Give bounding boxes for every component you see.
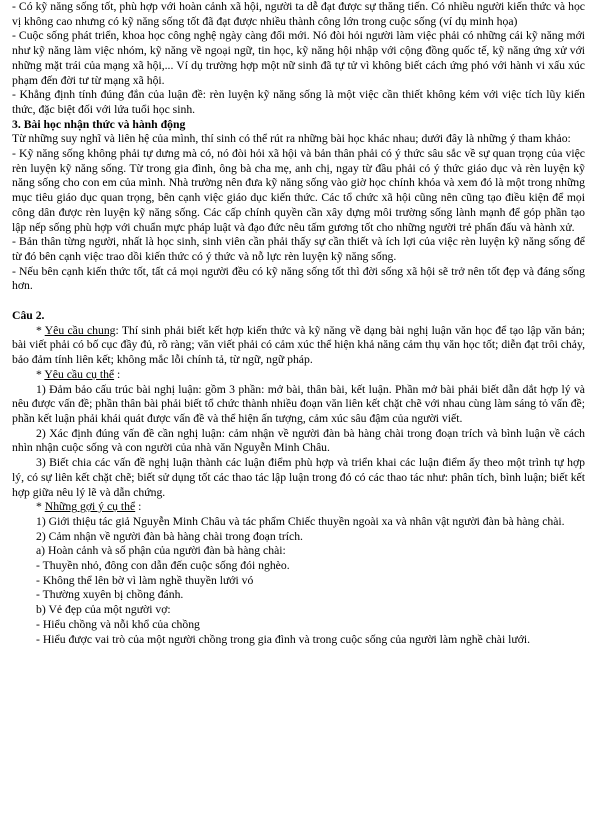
paragraph: - Bản thân từng người, nhất là học sinh, sinh viên cần phải thấy sự cần thiết và ích lợi của việc rèn luyện kỹ năng sống để từ đó bên cạnh việc trao dồi kiến thức có ý thức và nỗ lực rèn luyện kỹ năng sống. (12, 235, 585, 263)
list-item: - Hiểu chồng và nỗi khổ của chồng (36, 617, 200, 631)
section-heading: 3. Bài học nhận thức và hành động (12, 117, 186, 131)
list-item: - Thuyền nhỏ, đông con dẫn đến cuộc sống đói nghèo. (36, 559, 290, 573)
list-item: a) Hoàn cảnh và số phận của người đàn bà hàng chài: (36, 544, 286, 558)
paragraph: * Yêu cầu cụ thể : (36, 367, 121, 381)
paragraph: 1) Giới thiệu tác giả Nguyễn Minh Châu và tác phẩm Chiếc thuyền ngoài xa và nhân vật người đàn bà hàng chài. (36, 514, 565, 528)
paragraph: 2) Cảm nhận về người đàn bà hàng chài trong đoạn trích. (36, 529, 303, 543)
list-item: - Hiểu được vai trò của một người chồng trong gia đình và trong cuộc sống của người làm nghề chài lưới. (36, 632, 531, 646)
paragraph: - Kỹ năng sống không phải tự dưng mà có, nó đòi hỏi xã hội và bản thân phải có ý thức sâu sắc về sự quan trọng của việc rèn luyện kỹ năng sống. Từ trong gia đình, ông bà cha mẹ, anh chị, ngay từ đầu phải có ý thức giáo dục và rèn luyện kỹ năng sống cho con em của mình. Nhà trường nên đưa kỹ năng sống vào giờ học chính khóa và xem đó là một trong những mục tiêu giáo dục quan trọng, bên cạnh việc giáo dục kiến thức. Các tổ chức xã hội cũng nên cũng tạo điều kiện để mọi công dân được rèn luyện kỹ năng sống. Các cấp chính quyền cần xây dựng môi trường sống lành mạnh để góp phần tạo lập nếp sống phù hợp với chuẩn mực pháp luật và đạo đức nêu tấm gương tốt cho những người trẻ phấn đấu và hành xử. (12, 147, 585, 234)
paragraph: - Nếu bên cạnh kiến thức tốt, tất cả mọi người đều có kỹ năng sống tốt thì đời sống xã hội sẽ trở nên tốt đẹp và đáng sống hơn. (12, 264, 585, 293)
paragraph: 1) Đảm bảo cấu trúc bài nghị luận: gồm 3 phần: mở bài, thân bài, kết luận. Phần mở bài phải biết dẫn dắt hợp lý và nêu được vấn đề; phần thân bài phải biết tổ chức thành nhiều đoạn văn liên kết chặt chẽ với nhau cùng làm sáng tỏ vấn đề; phần kết luận phải khái quát được vấn đề và thể hiện ấn tượng, cảm xúc sâu đậm của người viết. (12, 382, 585, 425)
hint-label: Những gợi ý cụ thể (44, 500, 136, 514)
spacer (12, 294, 585, 309)
list-item: - Thường xuyên bị chồng đánh. (36, 588, 184, 602)
paragraph: - Có kỹ năng sống tốt, phù hợp với hoàn cảnh xã hội, người ta dễ đạt được sự thăng tiến. Có nhiều người kiến thức và học vị không cao nhưng có kỹ năng sống tốt đã đạt được nhiều thành công lớn trong cuộc sống (ví dụ minh họa) (12, 0, 585, 28)
hint-tail: : (135, 500, 142, 514)
paragraph: Từ những suy nghĩ và liên hệ của mình, thí sinh có thể rút ra những bài học khác nhau; dưới đây là những ý tham khảo: (12, 132, 571, 146)
paragraph: 3) Biết chia các vấn đề nghị luận thành các luận điểm phù hợp và triển khai các luận điểm ấy theo một trình tự hợp lý, có sự liên kết chặt chẽ; biết sử dụng tốt các thao tác lập luận trong đó có các thao tác như: phân tích, bình luận; biết kết hợp giữa nêu lý lẽ và dẫn chứng. (12, 456, 585, 499)
general-text: : Thí sinh phải biết kết hợp kiến thức và kỹ năng về dạng bài nghị luận văn học để tạo lập văn bản; bài viết phải có bố cục đầy đủ, rõ ràng; văn viết phải có cảm xúc thể hiện khả năng cảm thụ văn học tốt; diễn đạt trôi chảy, bảo đảm tính liên kết; không mắc lỗi chính tả, từ ngữ, ngữ pháp. (12, 323, 585, 367)
specific-tail: : (114, 367, 121, 381)
list-item: b) Vẻ đẹp của một người vợ: (36, 603, 171, 617)
paragraph: - Cuộc sống phát triển, khoa học công nghệ ngày càng đổi mới. Nó đòi hỏi người làm việc phải có những cái kỹ năng mới như kỹ năng làm việc nhóm, kỹ năng về ngoại ngữ, tin học, kỹ năng hội nhập với cộng đồng quốc tế, kỹ năng ứng xử với những mặt trái của mạng xã hội,... Ví dụ trường hợp một nữ sinh đã tự tử vì không biết cách ứng phó với hành vi xấu xúc phạm đến đời tư từ mạng xã hội. (12, 29, 585, 87)
paragraph: - Khẳng định tính đúng đắn của luận đề: rèn luyện kỹ năng sống là một việc cần thiết không kém với việc tích lũy kiến thức, đặc biệt đối với lứa tuổi học sinh. (12, 88, 585, 116)
paragraph: * Những gợi ý cụ thể : (36, 500, 142, 514)
general-label: Yêu cầu chung (44, 323, 116, 337)
question-heading: Câu 2. (12, 309, 45, 323)
paragraph: * Yêu cầu chung: Thí sinh phải biết kết hợp kiến thức và kỹ năng về dạng bài nghị luận văn học để tạo lập văn bản; bài viết phải có bố cục đầy đủ, rõ ràng; văn viết phải có cảm xúc thể hiện khả năng cảm thụ văn học tốt; diễn đạt trôi chảy, bảo đảm tính liên kết; không mắc lỗi chính tả, từ ngữ, ngữ pháp. (12, 323, 585, 367)
paragraph: 2) Xác định đúng vấn đề cần nghị luận: cảm nhận về người đàn bà hàng chài trong đoạn trích và bình luận về cách nhìn nhận cuộc sống và con người của nhà văn Nguyễn Minh Châu. (12, 426, 585, 455)
specific-label: Yêu cầu cụ thể (44, 367, 115, 381)
list-item: - Không thể lên bờ vì làm nghề thuyền lưới vó (36, 573, 254, 587)
